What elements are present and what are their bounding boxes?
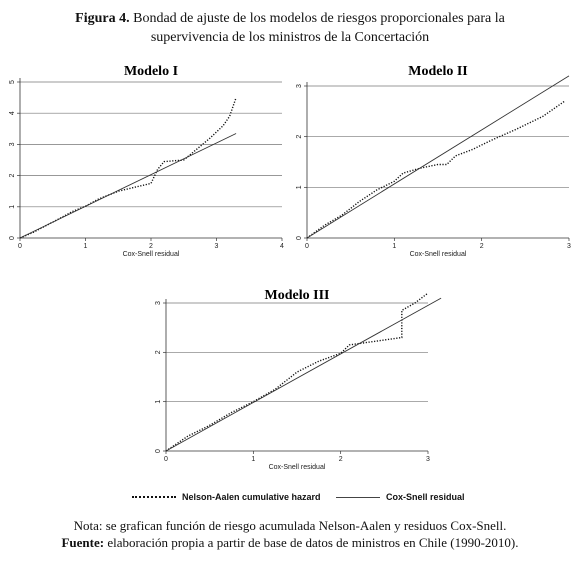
x-tick-label: 3 xyxy=(567,243,571,250)
figure-caption xyxy=(0,9,580,47)
x-tick-label: 3 xyxy=(426,456,430,463)
y-tick-label: 0 xyxy=(296,236,303,240)
series-nelson-aalen xyxy=(307,101,565,238)
y-tick-label: 2 xyxy=(296,134,303,139)
chart-modelo-2 xyxy=(285,60,580,275)
chart-title: Modelo II xyxy=(408,64,468,79)
x-tick-label: 4 xyxy=(280,243,284,250)
chart-title: Modelo I xyxy=(123,64,179,79)
source-text: elaboración propia a partir de base de datos de ministros en Chile (1990-2010). xyxy=(107,535,519,550)
series-cox-snell xyxy=(307,76,569,238)
x-tick-label: 2 xyxy=(479,243,484,250)
y-tick-label: 4 xyxy=(9,111,16,116)
x-tick-label: 1 xyxy=(251,456,256,463)
x-tick-label: 0 xyxy=(18,243,22,250)
figure-note xyxy=(0,517,580,551)
legend-swatch-solid xyxy=(336,497,380,498)
legend-item-cox-snell xyxy=(336,492,465,502)
x-axis-label: Cox-Snell residual xyxy=(409,251,467,258)
series-cox-snell xyxy=(20,134,236,239)
figure-title-line2: supervivencia de los ministros de la Concertación xyxy=(150,30,430,45)
x-tick-label: 0 xyxy=(305,243,309,250)
y-tick-label: 3 xyxy=(296,84,303,88)
y-tick-label: 2 xyxy=(9,173,16,178)
legend-label-nelson-aalen: Nelson-Aalen cumulative hazard xyxy=(182,492,321,502)
x-axis-label: Cox-Snell residual xyxy=(268,464,326,471)
y-tick-label: 5 xyxy=(9,80,16,84)
chart-modelo-1 xyxy=(0,60,290,275)
x-tick-label: 2 xyxy=(338,456,343,463)
x-tick-label: 3 xyxy=(214,243,219,250)
y-tick-label: 3 xyxy=(155,301,162,305)
x-tick-label: 0 xyxy=(164,456,168,463)
x-tick-label: 1 xyxy=(392,243,397,250)
chart-title: Modelo III xyxy=(264,288,330,303)
x-tick-label: 2 xyxy=(149,243,153,250)
y-tick-label: 1 xyxy=(296,185,303,190)
x-tick-label: 1 xyxy=(83,243,88,250)
figure-title-line1: Bondad de ajuste de los modelos de riesgos proporcionales para la xyxy=(133,11,505,26)
legend-label-cox-snell: Cox-Snell residual xyxy=(386,492,465,502)
series-nelson-aalen xyxy=(166,293,428,451)
y-tick-label: 3 xyxy=(9,142,16,147)
y-tick-label: 0 xyxy=(155,449,162,453)
legend-item-nelson-aalen xyxy=(132,492,321,502)
y-tick-label: 1 xyxy=(9,204,16,209)
y-tick-label: 1 xyxy=(155,399,162,404)
figure-label: Figura 4. xyxy=(75,11,130,26)
x-axis-label: Cox-Snell residual xyxy=(122,251,180,258)
chart-modelo-3 xyxy=(140,285,440,485)
chart-legend xyxy=(0,492,580,506)
legend-swatch-dotted xyxy=(132,496,176,498)
series-cox-snell xyxy=(166,298,441,451)
source-label: Fuente: xyxy=(61,535,105,550)
source-line xyxy=(0,534,580,551)
y-tick-label: 2 xyxy=(155,350,162,355)
y-tick-label: 0 xyxy=(9,236,16,240)
series-nelson-aalen xyxy=(20,98,236,238)
note-text: Nota: se grafican función de riesgo acumulada Nelson-Aalen y residuos Cox-Snell. xyxy=(73,518,507,533)
